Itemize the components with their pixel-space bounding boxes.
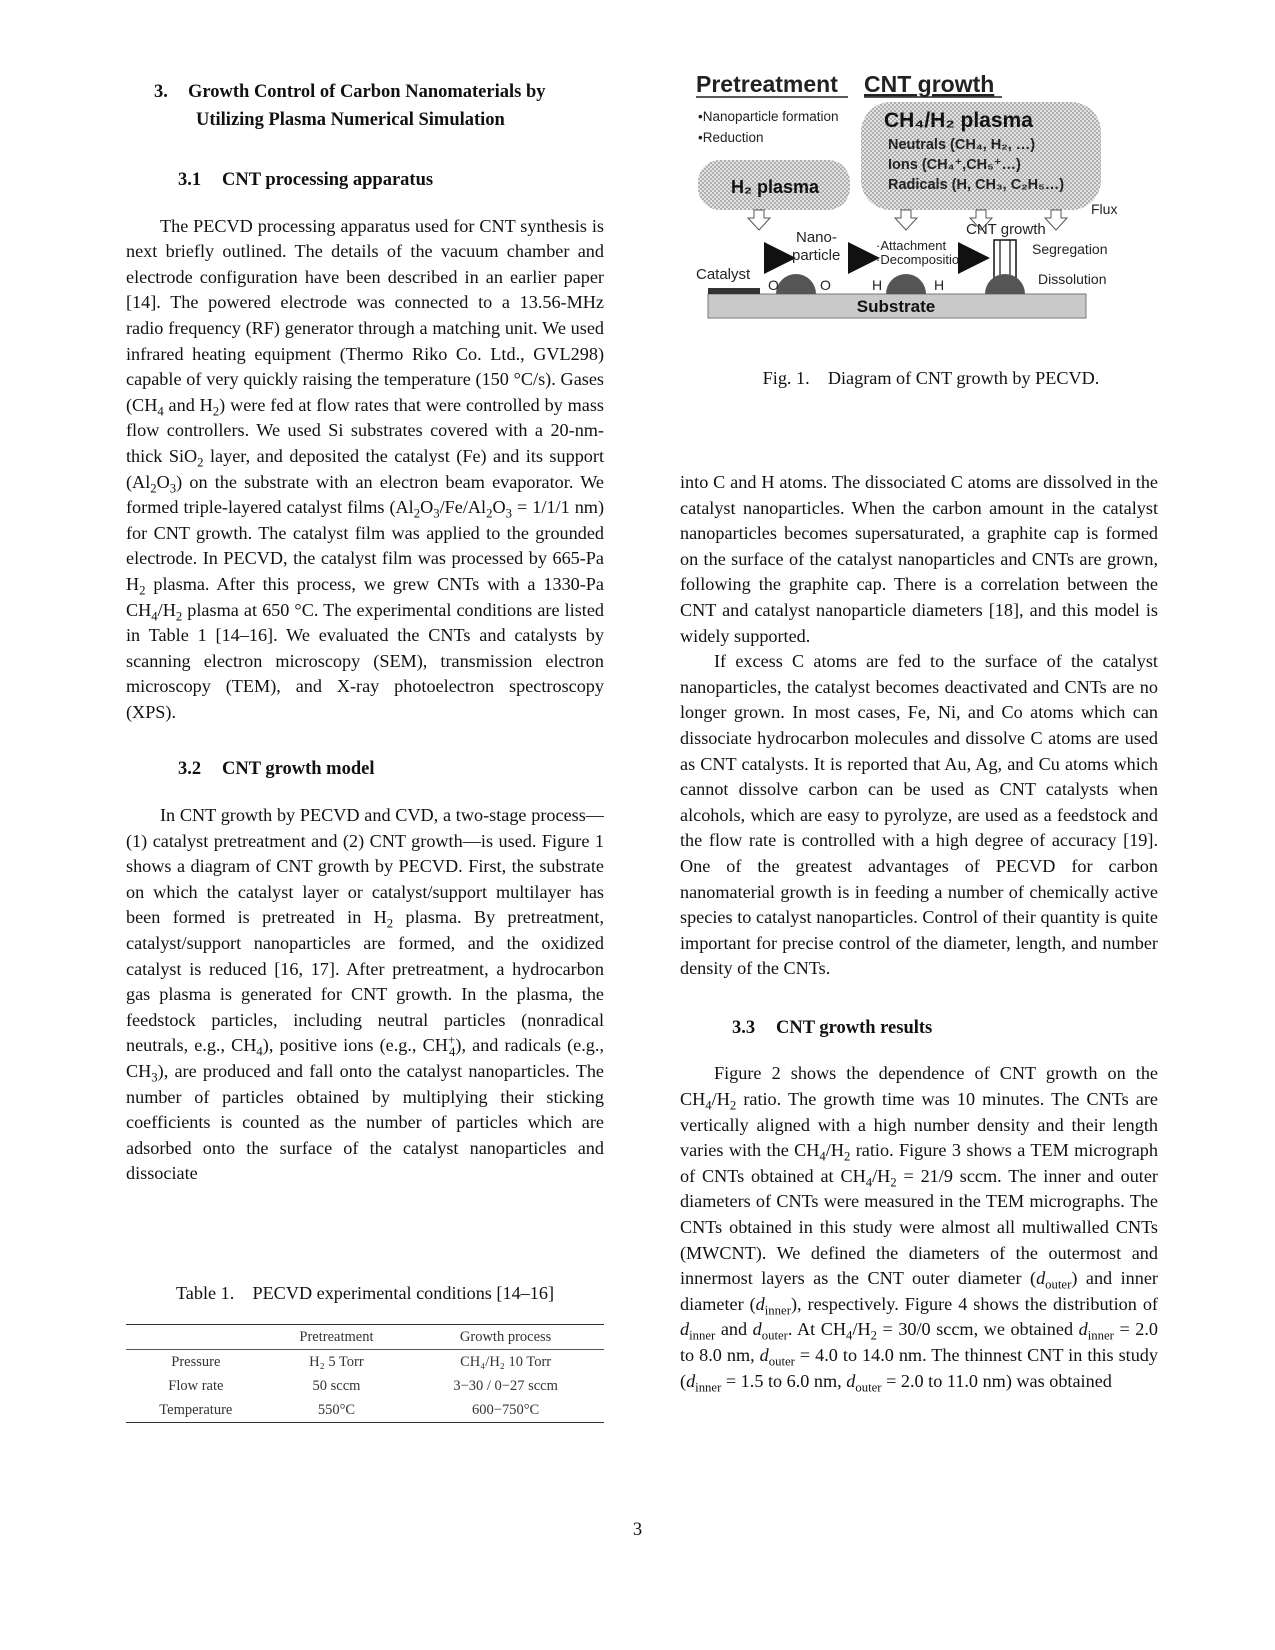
figure-1: [696, 64, 1166, 354]
cnt-growth-diagram: [696, 64, 1166, 354]
page-number: 3: [632, 1520, 643, 1540]
sec32-paragraph: In CNT growth by PECVD and CVD, a two-stage process—(1) catalyst pretreatment and (2) CNT growth—is used. Figure 1 shows a diagram of CNT growth by PECVD. First, the substrate on which the catalyst layer or catalyst/support multilayer has been formed is pretreated in $H_2$ plasma. By pretreatment, catalyst/support nanoparticles are formed, and the oxidized catalyst is reduced [16, 17]. After pretreatment, a hydrocarbon gas plasma is generated for CNT growth. In the plasma, the feedstock particles, including neutral particles (nonradical neutrals, e.g., $CH_4$), positive ions (e.g., $CH^+_4$), and radicals (e.g., $CH_3$), are produced and fall onto the catalyst nanoparticles. The number of particles obtained by multiplying their sticking coefficients is counted as the number of particles which are adsorbed onto the surface of the catalyst nanoparticles and dissociate: [126, 805, 604, 1184]
table-row: [126, 1398, 604, 1423]
ions-label: Ions (CH₄⁺,CH₅⁺…): [888, 157, 1021, 173]
neutrals-label: Neutrals (CH₄, H₂, …): [888, 137, 1036, 153]
hydrogen-left: H: [872, 277, 883, 293]
section-3-1-heading: 3.1 CNT processing apparatus: [178, 170, 434, 190]
oxygen-left: O: [768, 277, 779, 293]
section-3-heading: 3. Growth Control of Carbon Nanomaterials by Utilizing Plasma Numerical Simulation: [154, 82, 546, 130]
heading-pretreatment: Pretreatment: [696, 71, 838, 97]
attachment-label: ·Attachment: [876, 238, 947, 253]
nanoparticle-2: [886, 274, 926, 294]
table-header-cell: [126, 1325, 266, 1350]
nanoparticle-1: [776, 274, 816, 294]
sec32-paragraph-2: If excess C atoms are fed to the surface of the catalyst nanoparticles, the catalyst becomes deactivated and CNTs are no longer grown. In most cases, Fe, Ni, and Co atoms which can dissociate hydrocarbon molecules and dissolve C atoms are used as CNT catalysts. It is reported that Au, Ag, and Cu atoms which cannot dissolve carbon can be used as CNT catalysts when alcohols, which are easy to pyrolyze, are used as a feedstock and the flow rate is controlled with a high degree of accuracy [19]. One of the greatest advantages of PECVD for carbon nanomaterial growth is in feeding a number of chemically active species to catalyst nanoparticles. Control of their quantity is quite important for precise control of the diameter, length, and number density of the CNTs.: [680, 651, 1158, 979]
conditions-table: [126, 1324, 604, 1423]
dissolution-label: Dissolution: [1038, 271, 1107, 287]
sec32-paragraph-continued: into C and H atoms. The dissociated C atoms are dissolved in the catalyst nanoparticles. When the carbon amount in the catalyst nanoparticles becomes supersaturated, a graphite cap is formed on the surface of the catalyst nanoparticles and CNTs are grown, following the graphite cap. There is a correlation between the CNT and catalyst nanoparticle diameters [18], and this model is widely supported.: [680, 472, 1158, 646]
heading-cnt-growth: CNT growth: [864, 71, 995, 97]
catalyst-film: [708, 288, 760, 294]
nano-label: Nano-: [796, 229, 837, 246]
table-cell: CH₄/H₂ 10 Torr: [460, 1353, 552, 1370]
table-cell: H₂ 5 Torr: [309, 1353, 364, 1370]
section-3-3-heading: 3.3 CNT growth results: [732, 1017, 933, 1038]
nanoparticle-3: [985, 274, 1025, 294]
right-column: [680, 470, 1158, 1394]
ch4-plasma-label: CH₄/H₂ plasma: [884, 109, 1033, 132]
cnt-growth-label: CNT growth: [966, 221, 1046, 238]
table-cell: Flow rate: [168, 1377, 224, 1394]
table-cell: 50 sccm: [312, 1377, 361, 1394]
table-header-row: [126, 1325, 604, 1350]
bullet-nanoparticle-formation: •Nanoparticle formation: [698, 109, 839, 124]
section-3-2-heading: 3.2 CNT growth model: [178, 759, 375, 780]
table-row: [126, 1350, 604, 1375]
substrate-label: Substrate: [856, 297, 936, 316]
left-column: [126, 78, 604, 1187]
hydrogen-right: H: [934, 277, 945, 293]
decomposition-label: ·Decomposition: [876, 252, 967, 267]
table-row: [126, 1374, 604, 1398]
table-caption: Table 1. PECVD experimental conditions [14–16]: [175, 1283, 555, 1303]
catalyst-label: Catalyst: [696, 266, 751, 283]
table-header-cell: Pretreatment: [299, 1328, 374, 1345]
segregation-label: Segregation: [1032, 241, 1108, 257]
table-cell: Temperature: [159, 1401, 233, 1418]
table-1: [126, 1283, 604, 1423]
sec31-paragraph: The PECVD processing apparatus used for CNT synthesis is next briefly outlined. The details of the vacuum chamber and electrode configuration have been described in an earlier paper [14]. The powered electrode was connected to a 13.56-MHz radio frequency (RF) generator through a matching unit. We used infrared heating equipment (Thermo Riko Co. Ltd., GVL298) capable of very quickly raising the temperature (150 °C/s). Gases ($CH_4$ and $H_2$) were fed at flow rates that were controlled by mass flow controllers. We used Si substrates covered with a 20-nm-thick SiO$_2$ layer, and deposited the catalyst (Fe) and its support $(Al_2O_3)$ on the substrate with an electron beam evaporator. We formed triple-layered catalyst films ($Al_2O_3/Fe/Al_2O_3 = 1/1/1$ nm) for CNT growth. The catalyst film was applied to the grounded electrode. In PECVD, the catalyst film was processed by 665-Pa $H_2$ plasma. After this process, we grew CNTs with a 1330-Pa $CH_4/H_2$ plasma at 650 °C. The experimental conditions are listed in Table 1 [14–16]. We evaluated the CNTs and catalysts by scanning electron microscopy (SEM), transmission electron microscopy (TEM), and X-ray photoelectron spectroscopy (XPS).: [126, 215, 604, 722]
table-cell: 600−750°C: [472, 1401, 540, 1418]
flux-label: Flux: [1091, 201, 1118, 217]
oxygen-right: O: [820, 277, 831, 293]
table-cell: 3−30 / 0−27 sccm: [453, 1377, 558, 1394]
table-cell: Pressure: [171, 1353, 221, 1370]
sec33-paragraph: Figure 2 shows the dependence of CNT growth on the $CH_4/H_2$ ratio. The growth time was 10 minutes. The CNTs are vertically aligned with a high number density and their length varies with the $CH_4/H_2$ ratio. Figure 3 shows a TEM micrograph of CNTs obtained at $CH_4/H_2 = 21/9$ sccm. The inner and outer diameters of CNTs were measured in the TEM micrographs. The CNTs obtained in this study were almost all multiwalled CNTs (MWCNT). We defined the diameters of the outermost and innermost layers as the CNT outer diameter $(d_{outer})$ and inner diameter $(d_{inner})$, respectively. Figure 4 shows the distribution of $d_{inner}$ and $d_{outer}$. At $CH_4/H_2 = 30/0$ sccm, we obtained $d_{inner} = 2.0$ to 8.0 nm, $d_{outer} = 4.0$ to 14.0 nm. The thinnest CNT in this study ($d_{inner} = 1.5$ to 6.0 nm, $d_{outer} = 2.0$ to 11.0 nm) was obtained: [680, 1063, 1158, 1395]
particle-label: particle: [792, 247, 841, 264]
radicals-label: Radicals (H, CH₃, C₂H₅…): [888, 177, 1065, 193]
bullet-reduction: •Reduction: [698, 130, 764, 145]
table-header-cell: Growth process: [459, 1328, 552, 1345]
h2-plasma-label: H₂ plasma: [731, 177, 820, 197]
table-cell: 550°C: [317, 1401, 356, 1418]
figure-caption: Fig. 1. Diagram of CNT growth by PECVD.: [762, 368, 1100, 388]
